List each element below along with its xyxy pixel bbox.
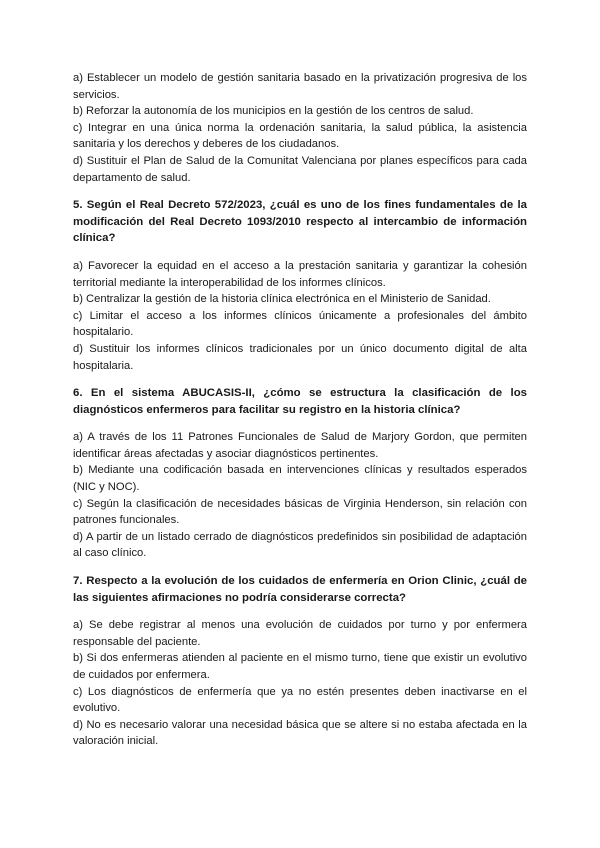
answer-option-d: d) A partir de un listado cerrado de diagnósticos predefinidos sin posibilidad de adaptación al caso clínico. — [73, 530, 527, 560]
answer-option-b: b) Si dos enfermeras atienden al paciente en el mismo turno, tiene que existir un evolutivo de cuidados por enfermera. — [73, 652, 527, 681]
answer-option-b: b) Mediante una codificación basada en intervenciones clínicas y resultados esperados (NIC y NOC). — [73, 464, 527, 494]
answer-option-d: d) No es necesario valorar una necesidad básica que se altere si no estaba afectada en la valoración inicial. — [73, 718, 527, 748]
answer-option-c: c) Integrar en una única norma la ordenación sanitaria, la salud pública, la asistencia sanitaria y los derechos y deberes de los ciudadanos. — [73, 121, 527, 151]
answer-option-b: b) Centralizar la gestión de la historia clínica electrónica en el Ministerio de Sanidad. — [73, 293, 491, 306]
previous-question-answers — [73, 70, 527, 186]
answer-option-d: d) Sustituir los informes clínicos tradicionales por un único documento digital de alta hospitalaria. — [73, 342, 527, 372]
question-7-block — [73, 573, 527, 750]
answer-option-b: b) Reforzar la autonomía de los municipios en la gestión de los centros de salud. — [73, 105, 474, 118]
question-5-text: 5. Según el Real Decreto 572/2023, ¿cuál es uno de los fines fundamentales de la modificación del Real Decreto 1093/2010 respecto al intercambio de información clínica? — [73, 199, 527, 245]
answer-option-a: a) A través de los 11 Patrones Funcionales de Salud de Marjory Gordon, que permiten identificar áreas afectadas y asociar diagnósticos pertinentes. — [73, 431, 527, 460]
question-5-block — [73, 197, 527, 374]
answer-option-c: c) Limitar el acceso a los informes clínicos únicamente a profesionales del ámbito hospitalario. — [73, 309, 527, 339]
answer-option-d: d) Sustituir el Plan de Salud de la Comunitat Valenciana por planes específicos para cada departamento de salud. — [73, 154, 527, 184]
question-6-text: 6. En el sistema ABUCASIS-II, ¿cómo se estructura la clasificación de los diagnósticos enfermeros para facilitar su registro en la historia clínica? — [73, 387, 527, 416]
answer-option-c: c) Los diagnósticos de enfermería que ya no estén presentes deben inactivarse en el evolutivo. — [73, 685, 527, 715]
answer-option-c: c) Según la clasificación de necesidades básicas de Virginia Henderson, sin relación con patrones funcionales. — [73, 497, 527, 527]
answer-option-a: a) Establecer un modelo de gestión sanitaria basado en la privatización progresiva de los servicios. — [73, 72, 527, 101]
answer-option-a: a) Favorecer la equidad en el acceso a la prestación sanitaria y garantizar la cohesión territorial mediante la interoperabilidad de los informes clínicos. — [73, 259, 527, 289]
question-7-text: 7. Respecto a la evolución de los cuidados de enfermería en Orion Clinic, ¿cuál de las siguientes afirmaciones no podría considerarse correcta? — [73, 575, 527, 604]
answer-option-a: a) Se debe registrar al menos una evolución de cuidados por turno y por enfermera responsable del paciente. — [73, 619, 527, 648]
question-6-block — [73, 385, 527, 562]
